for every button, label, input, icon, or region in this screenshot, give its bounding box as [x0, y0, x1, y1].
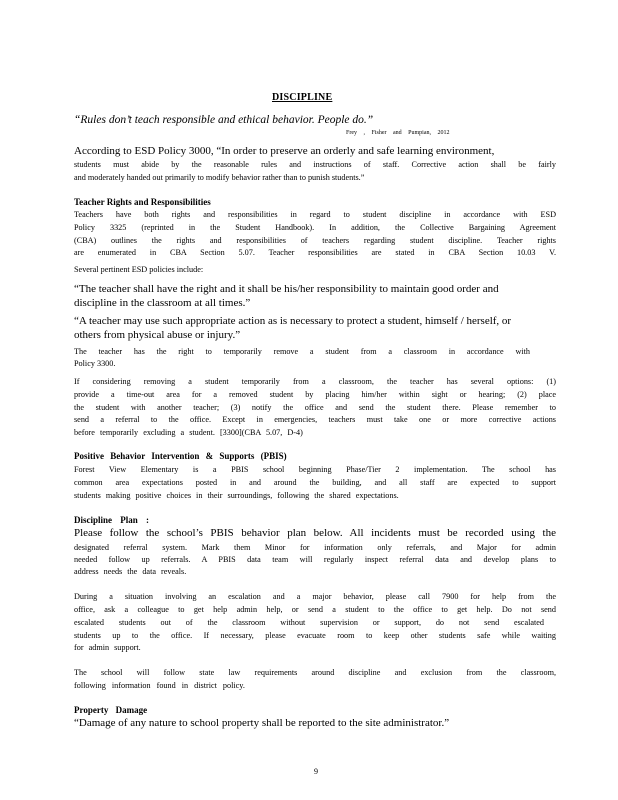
paragraph-line: (CBA) outlines the rights and responsibilities of teachers regarding student discipline. Teacher rights: [74, 236, 556, 245]
paragraph-line: Several pertinent ESD policies include:: [74, 265, 204, 274]
paragraph-line: escalated students out of the classroom without supervision or support, do not send escalated: [74, 618, 544, 627]
intro-line: students must abide by the reasonable rules and instructions of staff. Corrective action shall be fairly: [74, 160, 556, 169]
paragraph-line: During a situation involving an escalation and a major behavior, please call 7900 for help from the: [74, 592, 556, 601]
section-heading-teacher-rights: Teacher Rights and Responsibilities: [74, 197, 211, 207]
paragraph-line: If considering removing a student temporarily from a classroom, the teacher has several options: (1): [74, 377, 556, 386]
paragraph-line: address needs the data reveals.: [74, 567, 187, 576]
paragraph-line: before temporarily excluding a student. [3300](CBA 5.07, D-4): [74, 428, 303, 437]
paragraph-line: the student with another teacher; (3) notify the office and send the student there. Please remember to: [74, 403, 556, 412]
intro-line: and moderately handed out primarily to modify behavior rather than to punish students.”: [74, 173, 365, 182]
epigraph: “Rules don’t teach responsible and ethical behavior. People do.”: [74, 114, 374, 126]
paragraph-line: Policy 3325 (reprinted in the Student Handbook). In addition, the Collective Bargaining Agreement: [74, 223, 556, 232]
paragraph-line: The teacher has the right to temporarily remove a student from a classroom in accordance with: [74, 347, 530, 356]
page-title: DISCIPLINE: [272, 92, 333, 103]
section-heading-property-damage: Property Damage: [74, 705, 148, 715]
section-heading-pbis: Positive Behavior Intervention & Supports (PBIS): [74, 451, 287, 461]
policy-quote-line: “A teacher may use such appropriate action as is necessary to protect a student, himself / herself, or: [74, 315, 512, 327]
intro-line: According to ESD Policy 3000, “In order to preserve an orderly and safe learning environment,: [74, 145, 495, 157]
paragraph-line: provide a time-out area for a removed student by placing him/her within sight or hearing; (2) place: [74, 390, 556, 399]
paragraph-line: are enumerated in CBA Section 5.07. Teacher responsibilities are stated in CBA Section 10.03 V.: [74, 248, 556, 257]
paragraph-line: common area expectations posted in and around the building, and all staff are expected to support: [74, 478, 556, 487]
paragraph-line: following information found in district policy.: [74, 681, 245, 690]
section-heading-discipline-plan: Discipline Plan :: [74, 515, 150, 525]
policy-quote-line: discipline in the classroom at all times.”: [74, 297, 251, 309]
attribution: Frey , Fisher and Pumpian, 2012: [346, 130, 450, 136]
paragraph-line: Teachers have both rights and responsibilities in regard to student discipline in accordance with ESD: [74, 210, 556, 219]
policy-quote-line: “Damage of any nature to school property shall be reported to the site administrator.”: [74, 717, 450, 729]
policy-quote-line: “The teacher shall have the right and it shall be his/her responsibility to maintain good order and: [74, 283, 499, 295]
paragraph-line: Forest View Elementary is a PBIS school beginning Phase/Tier 2 implementation. The school has: [74, 465, 556, 474]
paragraph-line: students up to the office. If necessary, please evacuate room to keep other students safe while waiting: [74, 631, 556, 640]
paragraph-line: Policy 3300.: [74, 359, 116, 368]
paragraph-line: designated referral system. Mark them Minor for information only referrals, and Major for admin: [74, 543, 556, 552]
paragraph-line: Please follow the school’s PBIS behavior plan below. All incidents must be recorded using the: [74, 527, 556, 539]
page-number: 9: [314, 767, 318, 776]
paragraph-line: for admin support.: [74, 643, 141, 652]
paragraph-line: send a referral to the office. Except in emergencies, teachers must take one or more corrective actions: [74, 415, 556, 424]
paragraph-line: needed follow up referrals. A PBIS data team will regularly inspect referral data and develop plans to: [74, 555, 556, 564]
paragraph-line: The school will follow state law requirements around discipline and exclusion from the classroom,: [74, 668, 556, 677]
paragraph-line: students making positive choices in their surroundings, following the shared expectations.: [74, 491, 399, 500]
policy-quote-line: others from physical abuse or injury.”: [74, 329, 241, 341]
paragraph-line: office, ask a colleague to get help admin help, or send a student to the office to get help. Do not send: [74, 605, 556, 614]
